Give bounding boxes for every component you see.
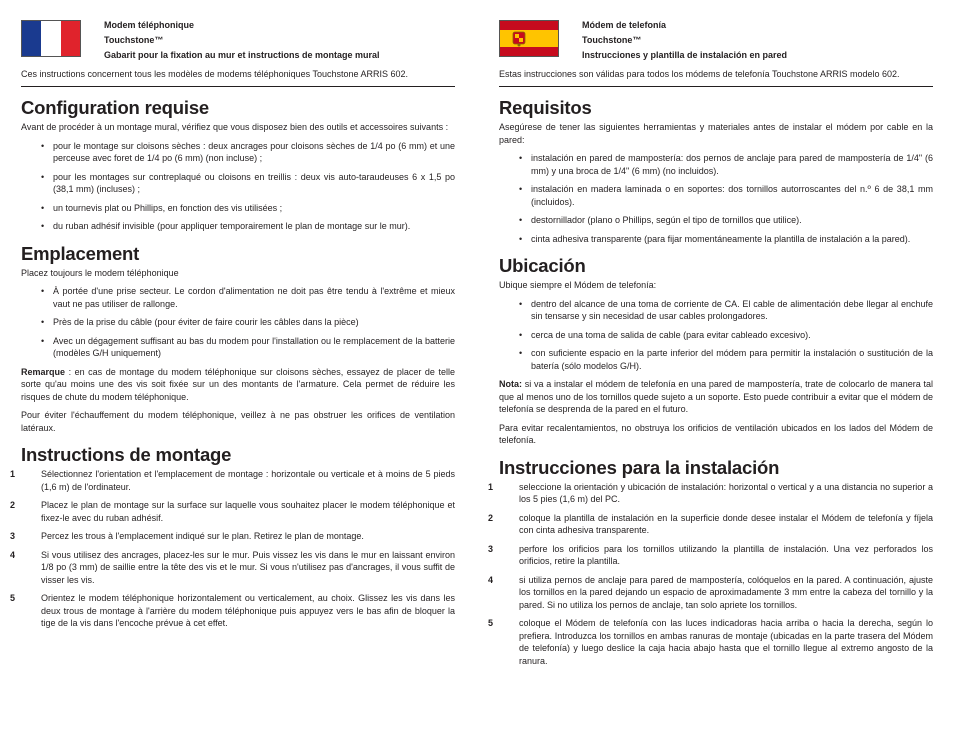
location-list [499, 298, 933, 373]
step-item [9, 499, 455, 524]
step-number: 3 [487, 543, 493, 554]
list-item: • pour les montages sur contreplaqué ou cloisons en treillis : deux vis auto-taraudeuses 6 x 1,5 po (38,1 mm) (incluses) ; [21, 171, 455, 196]
step-item [487, 574, 933, 612]
step-item [9, 468, 455, 493]
product-type: Módem de telefonía [582, 20, 667, 30]
list-item: • À portée d'une prise secteur. Le cordon d'alimentation ne doit pas être tendu à l'extrême et mieux vaut ne pas utiliser de rallonge. [21, 285, 455, 310]
section-text: Asegúrese de tener las siguientes herramientas y materiales antes de instalar el módem por cable en la pared: [499, 122, 933, 145]
list-item: • Près de la prise du câble (pour éviter de faire courir les câbles dans la pièce) [21, 316, 455, 329]
step-text: seleccione la orientación y ubicación de instalación: horizontal o vertical y a una distancia no superior a los 5 pies (1,6 m) del PC. [519, 481, 933, 504]
remark-text: si va a instalar el módem de telefonía en una pared de mampostería, trate de colocarlo de manera tal que al menos uno de los tornillos quede sujeto a un soporte. Esto puede contribuir a evitar que el módem de telefonía se desprenda de la pared en el futuro. [499, 379, 933, 414]
steps-list [487, 481, 933, 668]
step-item [487, 481, 933, 506]
list-item: • cerca de una toma de salida de cable (para evitar cableado excesivo). [499, 329, 933, 342]
remark-label: Nota: [499, 379, 522, 389]
requirements-list [21, 140, 455, 233]
french-header [21, 18, 455, 62]
spanish-header-text [582, 18, 787, 63]
step-number: 2 [9, 500, 15, 510]
section-heading: Ubicación [499, 255, 586, 276]
step-item [487, 617, 933, 667]
section-heading: Requisitos [499, 97, 592, 118]
section-heading: Emplacement [21, 242, 140, 264]
step-number: 1 [487, 481, 493, 492]
step-text: coloque el Módem de telefonía con las luces indicadoras hacia arriba o hacia la derecha, según lo prefiera. Introduzca los tornillos en ambas ranuras de montaje (ubicadas en la parte trasera del Módem de telefonía) y luego deslice la caja hacia abajo hasta que el tornillo llegue al extremo angosto de la ranura. [519, 618, 933, 666]
product-name: Touchstone™ [582, 35, 642, 45]
list-item: • cinta adhesiva transparente (para fijar momentáneamente la plantilla de instalación a la pared). [499, 233, 933, 246]
list-item: • Avec un dégagement suffisant au bas du modem pour l'installation ou le remplacement de la batterie (modèles G/H uniquement) [21, 335, 455, 360]
step-number: 1 [9, 469, 15, 479]
spanish-column [487, 18, 933, 673]
list-item: • con suficiente espacio en la parte inferior del módem para permitir la instalación o sustitución de la batería (sólo modelos G/H). [499, 347, 933, 372]
section-text: Placez toujours le modem téléphonique [21, 267, 179, 278]
spain-flag-icon [499, 20, 559, 57]
spanish-header [499, 18, 933, 62]
list-item: • un tournevis plat ou Phillips, en fonction des vis utilisées ; [21, 202, 455, 215]
step-number: 5 [487, 618, 493, 628]
ventilation-paragraph: Pour éviter l'échauffement du modem téléphonique, veillez à ne pas obstruer les orifices de ventilation latéraux. [21, 410, 455, 433]
location-list [21, 285, 455, 360]
french-header-text [104, 18, 380, 63]
document-title: Gabarit pour la fixation au mur et instructions de montage mural [104, 50, 380, 60]
step-item [9, 549, 455, 587]
remark-paragraph [21, 366, 455, 404]
list-item: • du ruban adhésif invisible (pour appliquer temporairement le plan de montage sur le mur). [21, 220, 455, 233]
coat-of-arms-icon [512, 31, 526, 47]
step-text: coloque la plantilla de instalación en la superficie donde desee instalar el Módem de telefonía y fíjela con cinta adhesiva transparente. [519, 512, 933, 535]
step-text: si utiliza pernos de anclaje para pared de mampostería, colóquelos en la pared. A continuación, ajuste los tornillos en la pared dejando un espacio de aproximadamente 3 mm entre la cabeza del tornillo y la pared. Si no utiliza los pernos de anclaje, tan solo apriete los tornillos. [519, 574, 933, 610]
ventilation-paragraph: Para evitar recalentamientos, no obstruya los orificios de ventilación ubicados en los lados del Módem de telefonía. [499, 422, 933, 445]
step-text: Orientez le modem téléphonique horizontalement ou verticalement, au choix. Glissez les vis dans les deux trous de montage à l'arrière du modem téléphonique puis appuyez vers le bas afin de bloquer la tige de la vis dans l'encoche prévue à cet effet. [41, 593, 455, 628]
section-heading: Instrucciones para la instalación [499, 456, 780, 478]
steps-list [9, 468, 455, 630]
list-item: • instalación en pared de mampostería: dos pernos de anclaje para pared de mampostería de 1/4" (6 mm) y una broca de 1/4" (6 mm) (no incluidos). [499, 152, 933, 177]
requirements-list [499, 152, 933, 245]
list-item: • dentro del alcance de una toma de corriente de CA. El cable de alimentación debe llegar al enchufe sin tensarse y sin necesidad de usar cables prolongadores. [499, 298, 933, 323]
section-heading: Configuration requise [21, 97, 209, 118]
step-text: Sélectionnez l'orientation et l'emplacement de montage : horizontale ou verticale et à moins de 5 pieds (1,6 m) de l'ordinateur. [41, 469, 455, 492]
step-number: 4 [487, 574, 493, 585]
step-item [9, 592, 455, 630]
list-item: • destornillador (plano o Phillips, según el tipo de tornillos que utilice). [499, 214, 933, 227]
section-heading: Instructions de montage [21, 444, 232, 465]
intro-text: Estas instrucciones son válidas para todos los módems de telefonía Touchstone ARRIS modelo 602. [499, 68, 933, 87]
product-type: Modem téléphonique [104, 20, 194, 30]
list-item: • pour le montage sur cloisons sèches : deux ancrages pour cloisons sèches de 1/4 po (6 mm) et une perceuse avec foret de 1/4 po (6 mm) (non incluse) ; [21, 140, 455, 165]
section-text: Avant de procéder à un montage mural, vérifiez que vous disposez bien des outils et accessoires suivants : [21, 122, 449, 132]
section-text: Ubique siempre el Módem de telefonía: [499, 280, 657, 290]
step-text: perfore los orificios para los tornillos utilizando la plantilla de instalación. Una vez perforados los orificios, retire la plantilla. [519, 543, 933, 566]
remark-paragraph [499, 378, 933, 416]
french-column [9, 18, 455, 636]
step-item [487, 512, 933, 537]
step-item [487, 543, 933, 568]
step-number: 5 [9, 593, 15, 603]
step-text: Percez les trous à l'emplacement indiqué sur le plan. Retirez le plan de montage. [41, 531, 364, 541]
remark-text: : en cas de montage du modem téléphonique sur cloisons sèches, essayez de placer de telle sorte qu'au moins une des vis soit fixée sur un des montants de l'armature. Cela permet de réduire les risques de chute du modem téléphonique. [21, 366, 455, 402]
step-number: 3 [9, 531, 15, 541]
step-number: 2 [487, 512, 493, 523]
step-item [9, 530, 455, 543]
intro-text: Ces instructions concernent tous les modèles de modems téléphoniques Touchstone ARRIS 602. [21, 68, 455, 87]
france-flag-icon [21, 20, 81, 57]
document-title: Instrucciones y plantilla de instalación en pared [582, 50, 788, 60]
step-text: Si vous utilisez des ancrages, placez-les sur le mur. Puis vissez les vis dans le mur en laissant environ 1/8 po (3 mm) de saillie entre la tête des vis et le mur. Si vous n'utilisez pas d'ancrages, il vous suffit de visser les vis. [41, 549, 455, 585]
step-number: 4 [9, 549, 15, 560]
step-text: Placez le plan de montage sur la surface sur laquelle vous souhaitez placer le modem téléphonique et fixez-le avec du ruban adhésif. [41, 500, 455, 523]
product-name: Touchstone™ [104, 35, 164, 45]
remark-label: Remarque [21, 366, 66, 377]
list-item: • instalación en madera laminada o en soportes: dos tornillos autorroscantes del n.º 6 de 38,1 mm (incluidos). [499, 183, 933, 208]
